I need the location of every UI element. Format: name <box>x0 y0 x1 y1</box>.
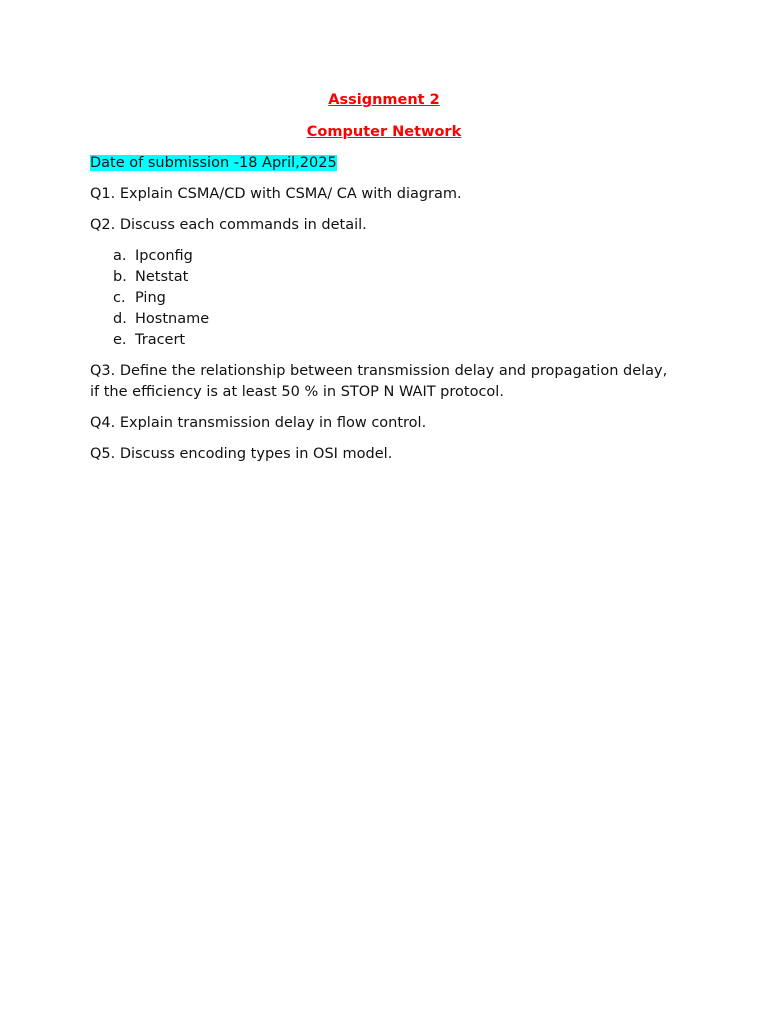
list-item-marker: c. <box>113 290 126 306</box>
question-2-command-list <box>90 246 678 351</box>
question-4: Q4. Explain transmission delay in flow control. <box>90 415 427 431</box>
list-item-text: Tracert <box>135 332 186 348</box>
list-item <box>113 288 678 309</box>
question-2: Q2. Discuss each commands in detail. <box>90 217 367 233</box>
document-subtitle: Computer Network <box>306 124 462 140</box>
list-item-marker: b. <box>113 269 127 285</box>
list-item-text: Netstat <box>135 269 189 285</box>
question-5: Q5. Discuss encoding types in OSI model. <box>90 446 393 462</box>
document-page <box>90 90 678 465</box>
list-item-text: Hostname <box>135 311 210 327</box>
list-item-marker: d. <box>113 311 127 327</box>
submission-date-highlight: Date of submission -18 April,2025 <box>90 155 337 171</box>
list-item <box>113 246 678 267</box>
question-3: Q3. Define the relationship between transmission delay and propagation delay, if the efficiency is at least 50 % in STOP N WAIT protocol. <box>90 363 668 400</box>
list-item-marker: a. <box>113 248 127 264</box>
document-title: Assignment 2 <box>328 92 440 108</box>
question-1: Q1. Explain CSMA/CD with CSMA/ CA with diagram. <box>90 186 462 202</box>
list-item <box>113 330 678 351</box>
list-item-text: Ping <box>135 290 166 306</box>
list-item <box>113 267 678 288</box>
list-item-marker: e. <box>113 332 127 348</box>
list-item <box>113 309 678 330</box>
list-item-text: Ipconfig <box>135 248 193 264</box>
submission-date-line <box>90 153 678 174</box>
